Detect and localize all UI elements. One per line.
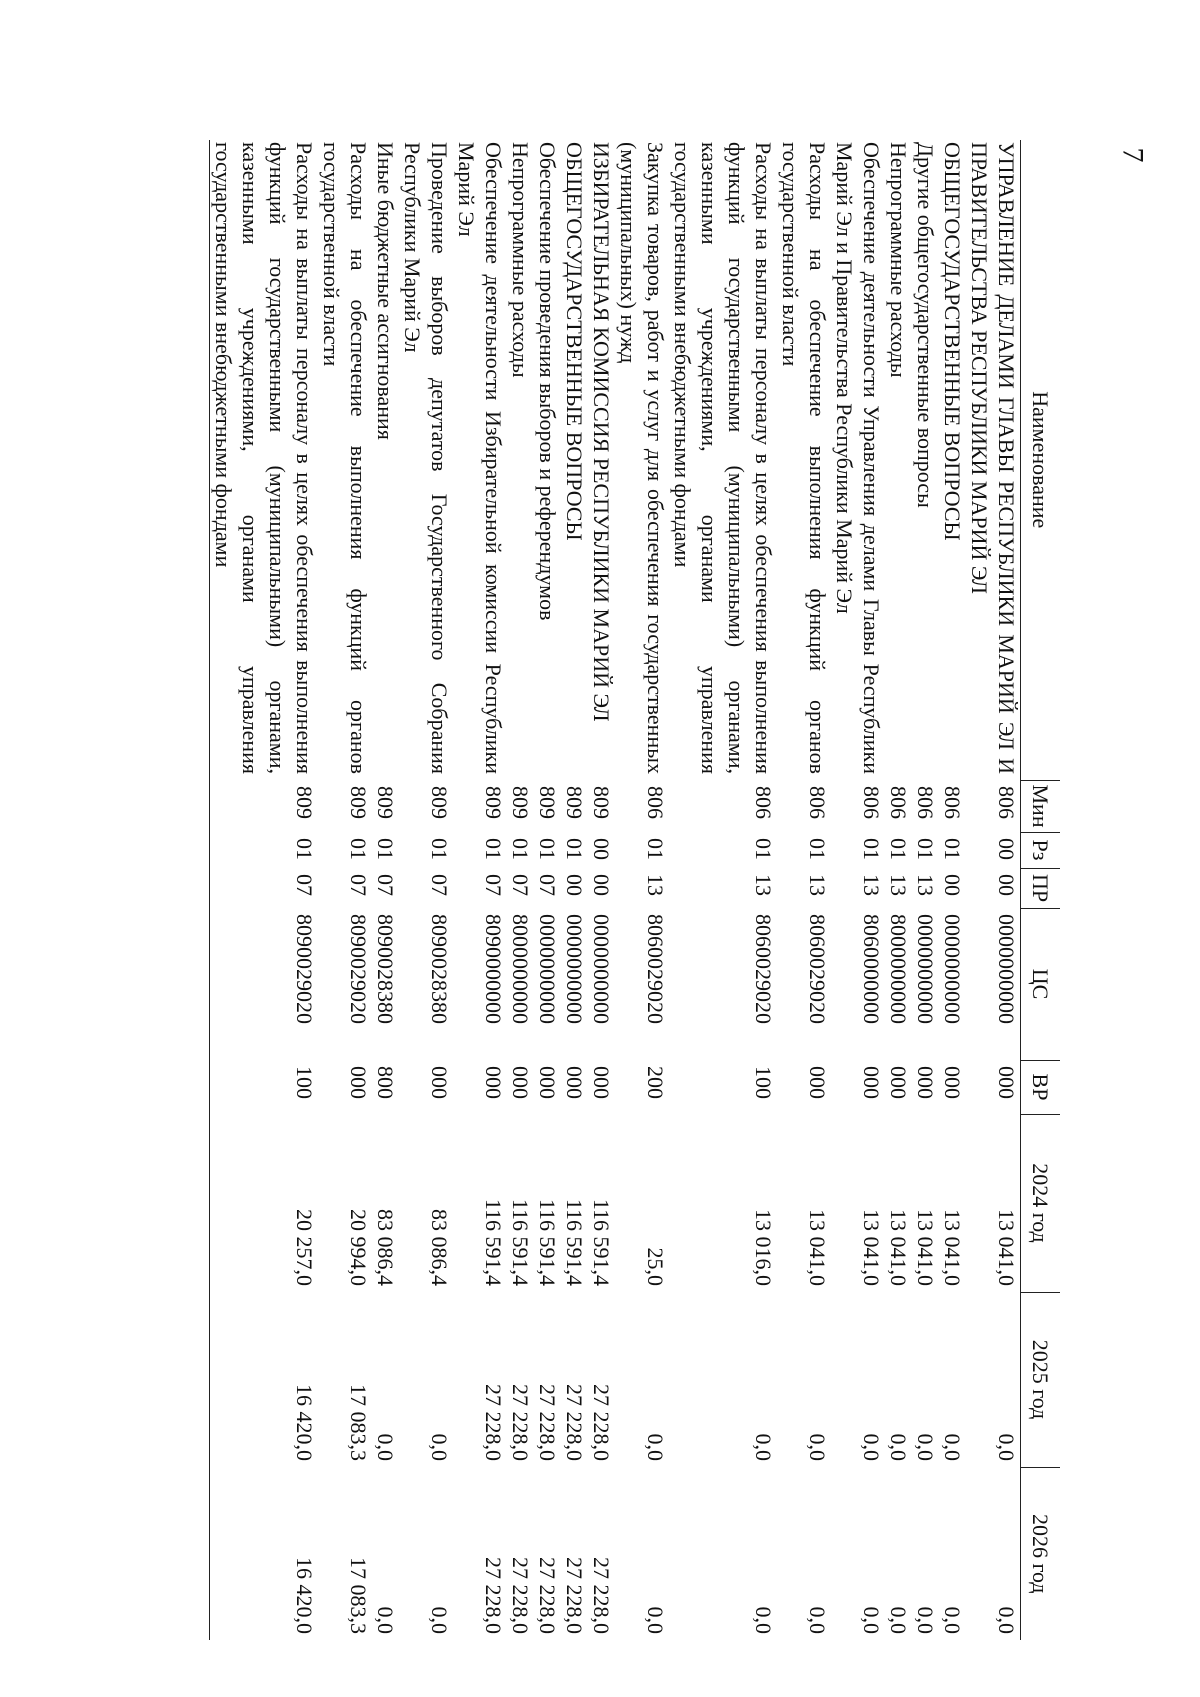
rotated-table-container [211, 140, 1060, 1640]
cell-pr: 07 [346, 874, 371, 896]
table-row [507, 140, 534, 1640]
table-row [939, 140, 966, 1640]
budget-table [209, 140, 1060, 1640]
cell-name: Расходы на обеспечение выполнения функций органов государственной власти [778, 142, 830, 774]
table-body [210, 140, 1021, 1640]
cell-name: Другие общегосударственные вопросы [913, 142, 938, 508]
cell-vr: 000 [562, 1066, 587, 1099]
cell-cs: 8060029020 [805, 914, 830, 1024]
cell-y2025: 27 228,0 [535, 1384, 560, 1461]
table-row [210, 140, 319, 1640]
cell-y2025: 0,0 [886, 1433, 911, 1461]
cell-vr: 000 [805, 1066, 830, 1099]
cell-cs: 8090028380 [373, 914, 398, 1024]
cell-y2024: 116 591,4 [589, 1198, 614, 1286]
cell-min: 806 [805, 786, 830, 819]
cell-min: 806 [859, 786, 884, 819]
cell-y2026: 27 228,0 [562, 1557, 587, 1634]
cell-y2026: 27 228,0 [508, 1557, 533, 1634]
cell-y2024: 13 041,0 [886, 1209, 911, 1286]
table-row [534, 140, 561, 1640]
cell-y2024: 116 591,4 [535, 1198, 560, 1286]
cell-min: 806 [913, 786, 938, 819]
cell-pr: 07 [481, 874, 506, 896]
table-row [318, 140, 372, 1640]
cell-min: 809 [535, 786, 560, 819]
cell-y2024: 83 086,4 [427, 1209, 452, 1286]
cell-pr: 13 [805, 874, 830, 896]
col-header-min: Мин [1021, 780, 1061, 832]
page-number: 7 [1116, 147, 1150, 163]
cell-min: 809 [562, 786, 587, 819]
table-row [777, 140, 831, 1640]
cell-name: УПРАВЛЕНИЕ ДЕЛАМИ ГЛАВЫ РЕСПУБЛИКИ МАРИЙ ЭЛ И ПРАВИТЕЛЬСТВА РЕСПУБЛИКИ МАРИЙ ЭЛ [967, 142, 1019, 774]
cell-y2025: 0,0 [994, 1433, 1019, 1461]
col-header-2025: 2025 год [1021, 1292, 1061, 1467]
cell-cs: 0000000000 [994, 914, 1019, 1024]
cell-rz: 01 [481, 838, 506, 860]
cell-name: Проведение выборов депутатов Государственного Собрания Республики Марий Эл [400, 142, 452, 774]
cell-vr: 000 [346, 1066, 371, 1099]
cell-cs: 8090028380 [427, 914, 452, 1024]
cell-cs: 0000000000 [562, 914, 587, 1024]
cell-pr: 07 [535, 874, 560, 896]
cell-y2026: 0,0 [751, 1606, 776, 1634]
cell-pr: 07 [427, 874, 452, 896]
cell-name: Непрограммные расходы [508, 142, 533, 378]
cell-y2024: 13 041,0 [805, 1209, 830, 1286]
cell-rz: 00 [589, 838, 614, 860]
cell-y2025: 27 228,0 [481, 1384, 506, 1461]
table-row [615, 140, 669, 1640]
cell-y2024: 25,0 [643, 1247, 668, 1286]
table-row [561, 140, 588, 1640]
cell-y2026: 0,0 [373, 1606, 398, 1634]
col-header-rz: Рз [1021, 832, 1061, 868]
cell-y2026: 0,0 [427, 1606, 452, 1634]
cell-cs: 8090029020 [210, 908, 319, 1060]
cell-y2024: 116 591,4 [481, 1198, 506, 1286]
cell-name: Обеспечение проведения выборов и референдумов [535, 142, 560, 621]
cell-min: 806 [643, 786, 668, 819]
cell-cs: 8090000000 [481, 914, 506, 1024]
cell-min: 806 [751, 786, 776, 819]
cell-pr: 13 [859, 874, 884, 896]
cell-y2025: 27 228,0 [562, 1384, 587, 1461]
cell-y2024: 20 257,0 [210, 1114, 319, 1292]
cell-y2025: 0,0 [751, 1433, 776, 1461]
cell-pr: 00 [589, 874, 614, 896]
cell-vr: 100 [210, 1060, 319, 1114]
cell-rz: 01 [940, 838, 965, 860]
cell-y2026: 27 228,0 [481, 1557, 506, 1634]
cell-name: Иные бюджетные ассигнования [373, 142, 398, 440]
cell-min: 806 [994, 786, 1019, 819]
cell-cs: 8060029020 [643, 914, 668, 1024]
cell-vr: 000 [859, 1066, 884, 1099]
cell-y2025: 0,0 [940, 1433, 965, 1461]
cell-name: ОБЩЕГОСУДАРСТВЕННЫЕ ВОПРОСЫ [940, 142, 965, 541]
cell-y2024: 83 086,4 [373, 1209, 398, 1286]
cell-y2024: 13 041,0 [940, 1209, 965, 1286]
cell-vr: 200 [643, 1066, 668, 1099]
col-header-vr: ВР [1021, 1060, 1061, 1114]
cell-rz: 01 [886, 838, 911, 860]
cell-y2024: 13 041,0 [994, 1209, 1019, 1286]
cell-cs: 0000000000 [940, 914, 965, 1024]
cell-vr: 000 [589, 1066, 614, 1099]
col-header-cs: ЦС [1021, 908, 1061, 1060]
cell-y2024: 116 591,4 [508, 1198, 533, 1286]
cell-pr: 07 [508, 874, 533, 896]
cell-name: Обеспечение деятельности Управления делами Главы Республики Марий Эл и Правительства Республики Марий Эл [832, 142, 884, 774]
cell-vr: 100 [751, 1066, 776, 1099]
table-row [831, 140, 885, 1640]
table-row [372, 140, 399, 1640]
cell-pr: 13 [751, 874, 776, 896]
cell-y2026: 17 083,3 [346, 1557, 371, 1634]
col-header-2024: 2024 год [1021, 1114, 1061, 1292]
cell-vr: 000 [481, 1066, 506, 1099]
cell-min: 809 [427, 786, 452, 819]
cell-pr: 13 [643, 874, 668, 896]
cell-pr: 00 [994, 874, 1019, 896]
cell-y2026: 27 228,0 [535, 1557, 560, 1634]
col-header-2026: 2026 год [1021, 1467, 1061, 1640]
cell-cs: 0000000000 [535, 914, 560, 1024]
cell-min: 809 [481, 786, 506, 819]
col-header-pr: ПР [1021, 868, 1061, 908]
table-row [669, 140, 777, 1640]
cell-y2024: 116 591,4 [562, 1198, 587, 1286]
table-row [912, 140, 939, 1640]
cell-name: Расходы на выплаты персоналу в целях обеспечения выполнения функций государственными (муниципальными) органами, казенными учреждениями, органами управления государственными внебюджетными фондами [210, 140, 319, 780]
cell-y2025: 0,0 [805, 1433, 830, 1461]
cell-y2026: 0,0 [886, 1606, 911, 1634]
cell-y2026: 0,0 [994, 1606, 1019, 1634]
table-row [588, 140, 615, 1640]
cell-y2025: 27 228,0 [508, 1384, 533, 1461]
cell-pr: 00 [940, 874, 965, 896]
cell-pr: 07 [210, 868, 319, 908]
table-row [966, 140, 1021, 1640]
cell-y2025: 0,0 [427, 1433, 452, 1461]
cell-y2024: 20 994,0 [346, 1209, 371, 1286]
cell-vr: 000 [508, 1066, 533, 1099]
cell-min: 809 [346, 786, 371, 819]
cell-rz: 01 [643, 838, 668, 860]
cell-vr: 000 [535, 1066, 560, 1099]
cell-rz: 01 [346, 838, 371, 860]
header-row [1021, 140, 1061, 1640]
cell-min: 809 [589, 786, 614, 819]
cell-rz: 01 [508, 838, 533, 860]
cell-cs: 0000000000 [589, 914, 614, 1024]
cell-name: Закупка товаров, работ и услуг для обеспечения государственных (муниципальных) нужд [616, 142, 668, 774]
cell-rz: 01 [427, 838, 452, 860]
cell-vr: 000 [886, 1066, 911, 1099]
col-header-name: Наименование [1021, 140, 1061, 780]
cell-vr: 000 [940, 1066, 965, 1099]
cell-y2026: 0,0 [643, 1606, 668, 1634]
cell-rz: 01 [535, 838, 560, 860]
cell-cs: 8060000000 [859, 914, 884, 1024]
cell-vr: 000 [994, 1066, 1019, 1099]
cell-y2025: 0,0 [913, 1433, 938, 1461]
cell-y2026: 0,0 [859, 1606, 884, 1634]
cell-y2025: 0,0 [373, 1433, 398, 1461]
cell-cs: 8000000000 [508, 914, 533, 1024]
table-row [399, 140, 453, 1640]
cell-y2025: 0,0 [643, 1433, 668, 1461]
cell-y2026: 27 228,0 [589, 1557, 614, 1634]
cell-cs: 8000000000 [886, 914, 911, 1024]
table-row [885, 140, 912, 1640]
cell-min: 806 [886, 786, 911, 819]
cell-y2024: 13 041,0 [913, 1209, 938, 1286]
cell-vr: 000 [913, 1066, 938, 1099]
cell-rz: 01 [562, 838, 587, 860]
cell-name: Расходы на обеспечение выполнения функций органов государственной власти [319, 142, 371, 774]
cell-y2026: 16 420,0 [210, 1467, 319, 1640]
cell-y2026: 0,0 [940, 1606, 965, 1634]
cell-cs: 8090029020 [346, 914, 371, 1024]
cell-rz: 01 [373, 838, 398, 860]
cell-rz: 00 [994, 838, 1019, 860]
cell-cs: 0000000000 [913, 914, 938, 1024]
cell-y2024: 13 041,0 [859, 1209, 884, 1286]
cell-pr: 13 [913, 874, 938, 896]
cell-rz: 01 [859, 838, 884, 860]
cell-vr: 800 [373, 1066, 398, 1099]
cell-rz: 01 [805, 838, 830, 860]
cell-name: Расходы на выплаты персоналу в целях обеспечения выполнения функций государственными (муниципальными) органами, казенными учреждениями, органами управления государственными внебюджетными фондами [670, 142, 776, 774]
cell-name: Обеспечение деятельности Избирательной комиссии Республики Марий Эл [454, 142, 506, 774]
cell-pr: 07 [373, 874, 398, 896]
cell-pr: 00 [562, 874, 587, 896]
cell-rz: 01 [751, 838, 776, 860]
cell-rz: 01 [913, 838, 938, 860]
cell-min: 806 [940, 786, 965, 819]
cell-rz: 01 [210, 832, 319, 868]
cell-y2025: 27 228,0 [589, 1384, 614, 1461]
cell-pr: 13 [886, 874, 911, 896]
table-row [453, 140, 507, 1640]
table-header [1021, 140, 1061, 1640]
cell-vr: 000 [427, 1066, 452, 1099]
cell-min: 809 [210, 780, 319, 832]
cell-y2026: 0,0 [805, 1606, 830, 1634]
cell-y2025: 17 083,3 [346, 1384, 371, 1461]
cell-cs: 8060029020 [751, 914, 776, 1024]
cell-min: 809 [508, 786, 533, 819]
cell-y2025: 0,0 [859, 1433, 884, 1461]
cell-name: ОБЩЕГОСУДАРСТВЕННЫЕ ВОПРОСЫ [562, 142, 587, 541]
cell-min: 809 [373, 786, 398, 819]
cell-name: Непрограммные расходы [886, 142, 911, 378]
cell-y2025: 16 420,0 [210, 1292, 319, 1467]
cell-y2024: 13 016,0 [751, 1209, 776, 1286]
cell-y2026: 0,0 [913, 1606, 938, 1634]
cell-name: ИЗБИРАТЕЛЬНАЯ КОМИССИЯ РЕСПУБЛИКИ МАРИЙ ЭЛ [589, 142, 614, 722]
